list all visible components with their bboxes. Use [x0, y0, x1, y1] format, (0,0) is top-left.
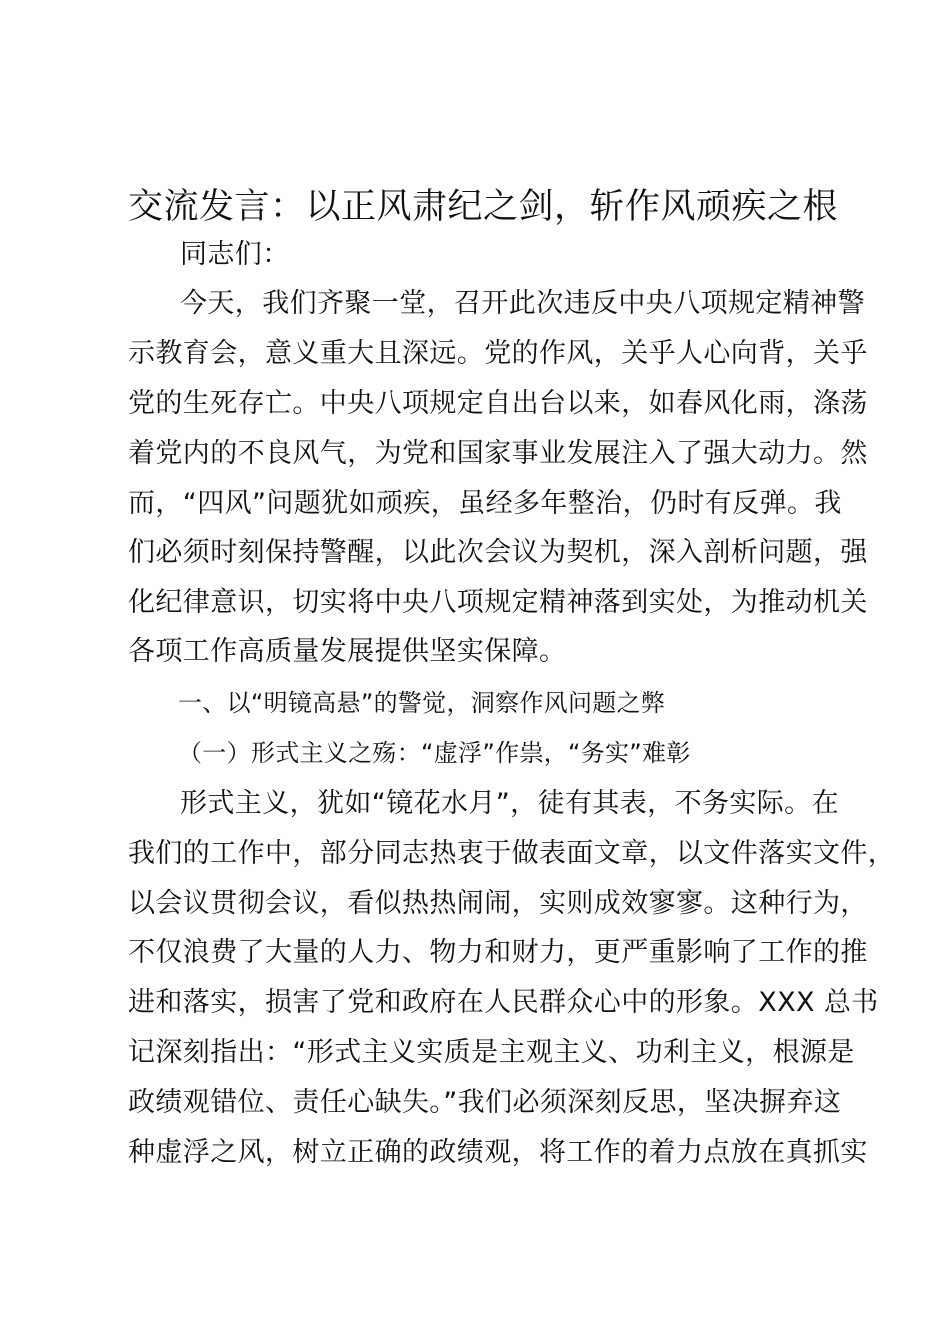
subsection-heading: （一）形式主义之殇：“虚浮”作祟，“务实”难彰: [178, 739, 691, 767]
paragraph-1-line-7: 化纪律意识，切实将中央八项规定精神落到实处，为推动机关: [128, 587, 868, 618]
paragraph-2-line-2: 我们的工作中，部分同志热衷于做表面文章，以文件落实文件，: [128, 838, 896, 869]
section-heading: 一、以“明镜高悬”的警觉，洞察作风问题之弊: [178, 689, 666, 717]
paragraph-2-line-3: 以会议贯彻会议，看似热热闹闹，实则成效寥寥。这种行为，: [128, 888, 868, 919]
paragraph-1-line-5: 而，“四风”问题犹如顽疾，虽经多年整治，仍时有反弹。我: [128, 488, 842, 519]
paragraph-2-line-7: 政绩观错位、责任心缺失。”我们必须深刻反思，坚决摒弃这: [128, 1087, 842, 1118]
paragraph-2-line-1: 形式主义，犹如“镜花水月”，徒有其表，不务实际。在: [180, 788, 839, 819]
document-title: 交流发言：以正风肃纪之剑，斩作风顽疾之根: [128, 187, 839, 227]
paragraph-2-line-4: 不仅浪费了大量的人力、物力和财力，更严重影响了工作的推: [128, 937, 868, 968]
salutation: 同志们：: [180, 239, 290, 270]
paragraph-2-line-6: 记深刻指出：“形式主义实质是主观主义、功利主义，根源是: [128, 1037, 855, 1068]
paragraph-1-line-6: 们必须时刻保持警醒，以此次会议为契机，深入剖析问题，强: [128, 537, 868, 568]
paragraph-1-line-4: 着党内的不良风气，为党和国家事业发展注入了强大动力。然: [128, 438, 868, 469]
paragraph-1-line-8: 各项工作高质量发展提供坚实保障。: [128, 636, 567, 667]
paragraph-2-line-8: 种虚浮之风，树立正确的政绩观，将工作的着力点放在真抓实: [128, 1137, 868, 1168]
paragraph-1-line-2: 示教育会，意义重大且深远。党的作风，关乎人心向背，关乎: [128, 338, 868, 369]
paragraph-2-line-5: 进和落实，损害了党和政府在人民群众心中的形象。XXX 总书: [128, 987, 879, 1018]
paragraph-1-line-3: 党的生死存亡。中央八项规定自出台以来，如春风化雨，涤荡: [128, 388, 868, 419]
paragraph-1-line-1: 今天，我们齐聚一堂，召开此次违反中央八项规定精神警: [180, 288, 865, 319]
